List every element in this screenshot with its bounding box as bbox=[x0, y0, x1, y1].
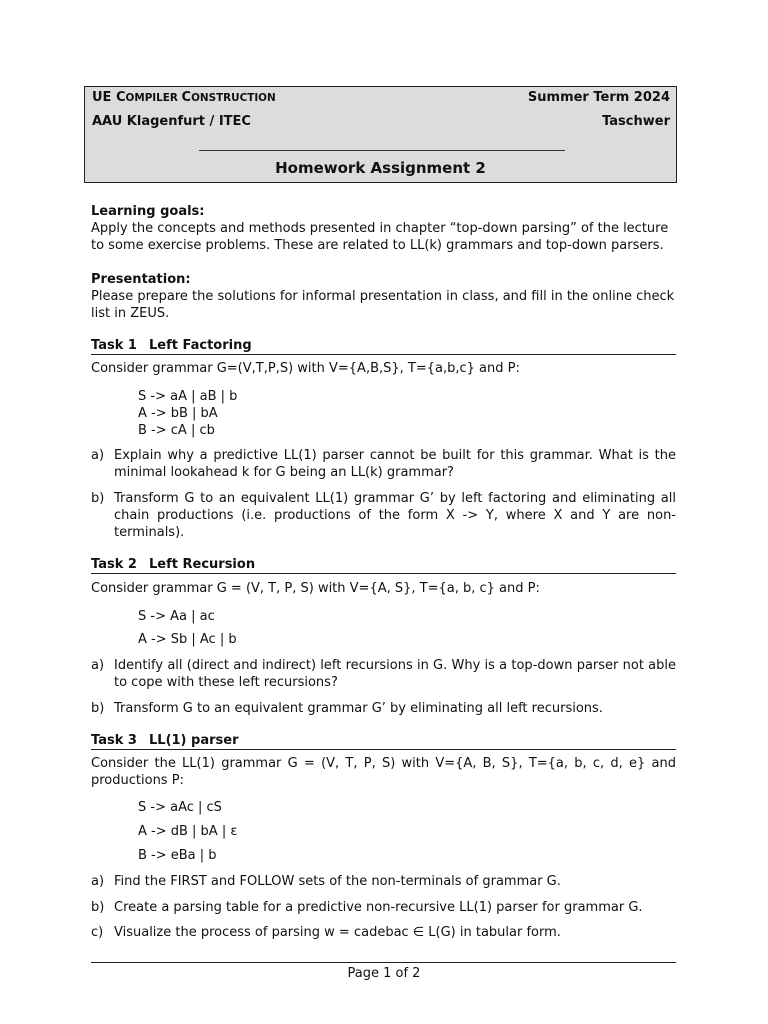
term: Summer Term 2024 bbox=[527, 90, 670, 105]
task3-production-2: A -> dB | bA | ε bbox=[138, 824, 238, 839]
task3-heading bbox=[91, 732, 676, 750]
task2-title: Left Recursion bbox=[149, 557, 256, 572]
learning-goals bbox=[91, 203, 676, 254]
header-row-2 bbox=[92, 113, 670, 130]
page-title: Homework Assignment 2 bbox=[275, 159, 486, 177]
task3-item-a: a) Find the FIRST and FOLLOW sets of the non-terminals of grammar G. bbox=[91, 874, 561, 889]
task1-production-2: A -> bB | bA bbox=[138, 406, 218, 421]
task1-number: Task 1 bbox=[91, 338, 137, 353]
task2-intro: Consider grammar G = (V, T, P, S) with V={A, S}, T={a, b, c} and P: bbox=[91, 581, 540, 596]
author: Taschwer bbox=[602, 114, 670, 129]
task3-number: Task 3 bbox=[91, 733, 137, 748]
presentation-line-1: Please prepare the solutions for informal presentation in class, and fill in the online check bbox=[91, 289, 675, 304]
learning-goals-line-1: Apply the concepts and methods presented in chapter “top-down parsing” of the lecture bbox=[91, 221, 669, 236]
task3-production-1: S -> aAc | cS bbox=[138, 800, 222, 815]
task2-heading bbox=[91, 556, 676, 574]
task1-item-a: a) Explain why a predictive LL(1) parser cannot be built for this grammar. What is the minimal lookahead k for G being an LL(k) grammar? bbox=[91, 448, 676, 480]
task2-item-b: b) Transform G to an equivalent grammar G’ by eliminating all left recursions. bbox=[91, 701, 603, 716]
presentation bbox=[91, 271, 676, 322]
header-box bbox=[84, 86, 677, 183]
institution: AAU Klagenfurt / ITEC bbox=[92, 114, 251, 129]
footer-divider bbox=[91, 962, 676, 963]
task2-number: Task 2 bbox=[91, 557, 137, 572]
task1-production-3: B -> cA | cb bbox=[138, 423, 215, 438]
task3-intro: Consider the LL(1) grammar G = (V, T, P, S) with V={A, B, S}, T={a, b, c, d, e} and productions P: bbox=[91, 756, 676, 788]
task2-item-a: a) Identify all (direct and indirect) left recursions in G. Why is a top-down parser not able to cope with these left recursions? bbox=[91, 658, 676, 690]
task1-title: Left Factoring bbox=[149, 338, 252, 353]
course-name: UE COMPILER CONSTRUCTION bbox=[92, 90, 276, 105]
page-number: Page 1 of 2 bbox=[347, 966, 421, 981]
learning-goals-line-2: to some exercise problems. These are related to LL(k) grammars and top-down parsers. bbox=[91, 238, 664, 253]
task3-title: LL(1) parser bbox=[149, 733, 239, 748]
task3-item-b: b) Create a parsing table for a predictive non-recursive LL(1) parser for grammar G. bbox=[91, 900, 643, 915]
presentation-heading: Presentation: bbox=[91, 272, 191, 287]
task1-heading bbox=[91, 337, 676, 355]
presentation-line-2: list in ZEUS. bbox=[91, 306, 170, 321]
task3-production-3: B -> eBa | b bbox=[138, 848, 217, 863]
task2-production-2: A -> Sb | Ac | b bbox=[138, 632, 237, 647]
task1-intro: Consider grammar G=(V,T,P,S) with V={A,B,S}, T={a,b,c} and P: bbox=[91, 361, 520, 376]
learning-goals-heading: Learning goals: bbox=[91, 204, 205, 219]
header-row-1 bbox=[92, 89, 670, 107]
task1-item-b: b) Transform G to an equivalent LL(1) grammar G’ by left factoring and eliminating all chain productions (i.e. productions of the form X -> Y, where X and Y are non-terminals). bbox=[91, 491, 676, 540]
task2-production-1: S -> Aa | ac bbox=[138, 609, 215, 624]
task1-production-1: S -> aA | aB | b bbox=[138, 389, 238, 404]
task3-item-c: c) Visualize the process of parsing w = cadebac ∈ L(G) in tabular form. bbox=[91, 925, 561, 940]
header-divider bbox=[199, 150, 565, 151]
